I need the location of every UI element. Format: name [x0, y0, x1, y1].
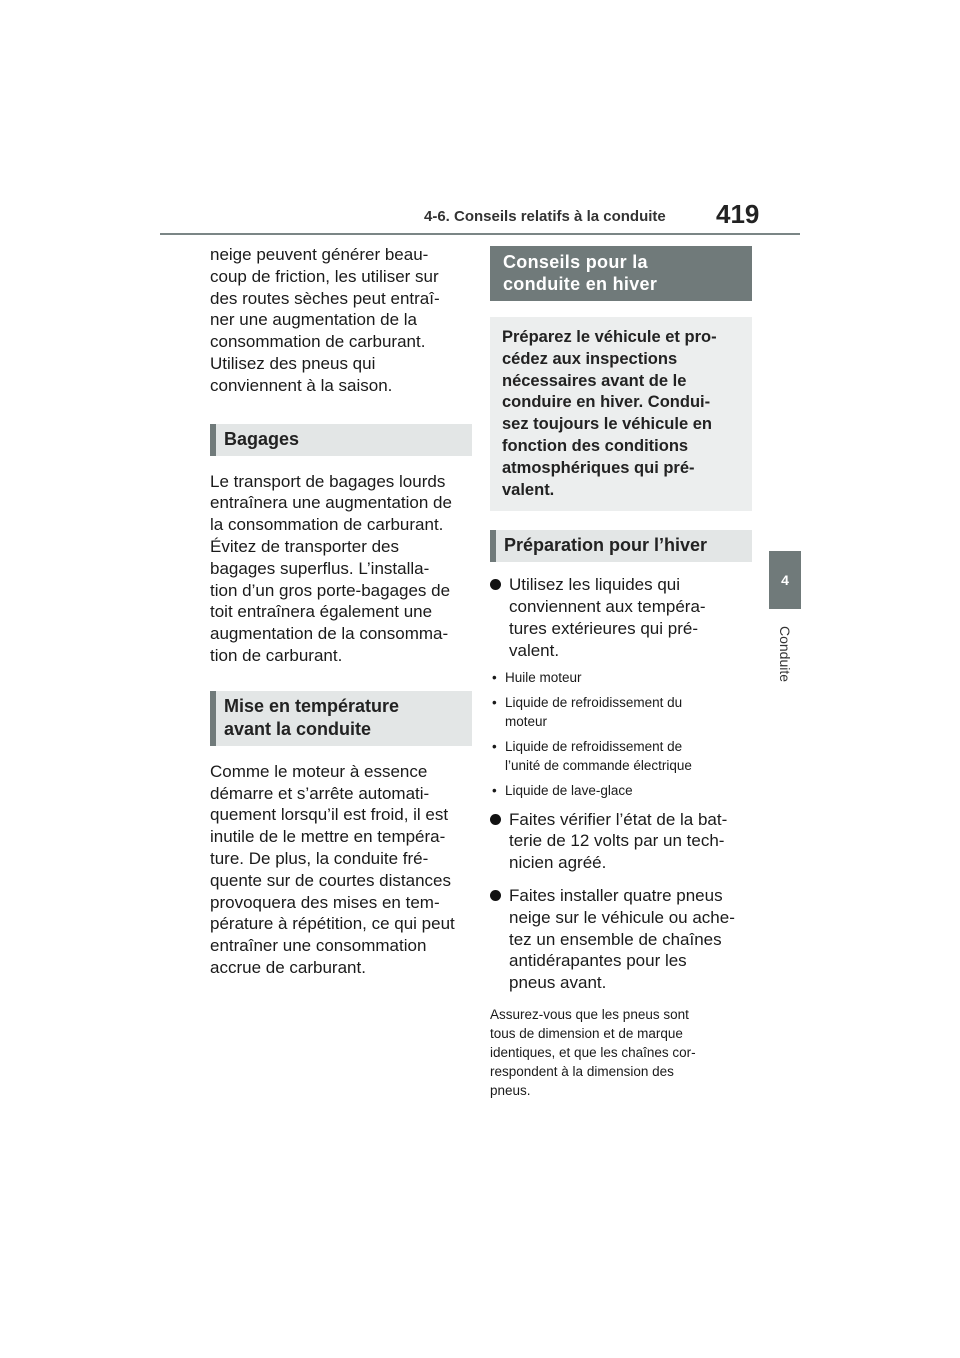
winter-intro-box: Préparez le véhicule et pro- cédez aux inspections nécessaires avant de le conduire en hiver. Condui- sez toujours le véhicule en fonction des conditions atmosphériques qui pré- valent.: [490, 317, 752, 511]
list-item-text-3: Faites installer quatre pneus neige sur le véhicule ou ache- tez un ensemble de chaînes antidérapantes pour les pneus avant.: [509, 885, 735, 993]
sub-list-item: • Liquide de refroidissement du moteur: [492, 694, 683, 729]
header-title: 4-6. Conseils relatifs à la conduite: [424, 208, 666, 225]
sub-list: [490, 668, 752, 800]
section-heading-warmup: Mise en température avant la conduite: [210, 691, 472, 746]
bullet-dot-icon: [490, 579, 501, 590]
chapter-label: [770, 618, 800, 690]
section-heading-preparation: Préparation pour l’hiver: [490, 530, 752, 562]
sub-item-text-4: Liquide de lave-glace: [505, 782, 633, 798]
sub-item-text-2: Liquide de refroidissement du moteur: [505, 694, 683, 729]
sub-list-item: • Liquide de lave-glace: [492, 782, 633, 798]
intro-paragraph: neige peuvent générer beau- coup de friction, les utiliser sur des routes sèches peut entraî- ner une augmentation de la consommation de carburant. Utilisez des pneus qui conviennent à la saison.: [210, 245, 440, 395]
sub-list-item: • Liquide de refroidissement de l’unité de commande électrique: [492, 738, 692, 773]
chapter-label-text: Conduite: [777, 625, 793, 683]
bullet-dot-icon: [490, 814, 501, 825]
warmup-paragraph: Comme le moteur à essence démarre et s’arrête automati- quement lorsqu’il est froid, il est inutile de le mettre en tempéra- ture. De plus, la conduite fré- quente sur de courtes distances provoquera des mises en tem- pérature à répétition, ce qui peut entraîner une consommation accrue de carburant.: [210, 761, 455, 977]
section-heading-winter: Conseils pour la conduite en hiver: [490, 246, 752, 301]
list-item-text-1: Utilisez les liquides qui conviennent aux tempéra- tures extérieures qui pré- valent.: [509, 575, 706, 660]
section-heading-bagages: Bagages: [210, 424, 472, 456]
list-item: [490, 809, 752, 874]
tire-note: Assurez-vous que les pneus sont tous de dimension et de marque identiques, et que les chaînes cor- respondent à la dimension des pneus.: [490, 1006, 696, 1098]
sub-item-text-1: Huile moteur: [505, 669, 582, 685]
chapter-tab: 4: [769, 551, 801, 609]
header-rule: [160, 233, 800, 235]
bullet-dot-icon: [490, 890, 501, 901]
page-number: 419: [716, 199, 760, 229]
sub-list-item: • Huile moteur: [492, 669, 582, 685]
sub-item-text-3: Liquide de refroidissement de l’unité de commande électrique: [505, 738, 692, 773]
list-item: [490, 574, 752, 661]
list-item-text-2: Faites vérifier l’état de la bat- terie de 12 volts par un tech- nicien agréé.: [509, 809, 728, 873]
bagages-paragraph: Le transport de bagages lourds entraînera une augmentation de la consommation de carburant. Évitez de transporter des bagages superflus. L’installa- tion d’un gros porte-bagages de toit entraînera également une augmentation de la consomma- tion de carburant.: [210, 471, 452, 665]
right-column: [490, 246, 752, 1100]
left-column: [210, 244, 472, 979]
list-item: [490, 885, 752, 994]
